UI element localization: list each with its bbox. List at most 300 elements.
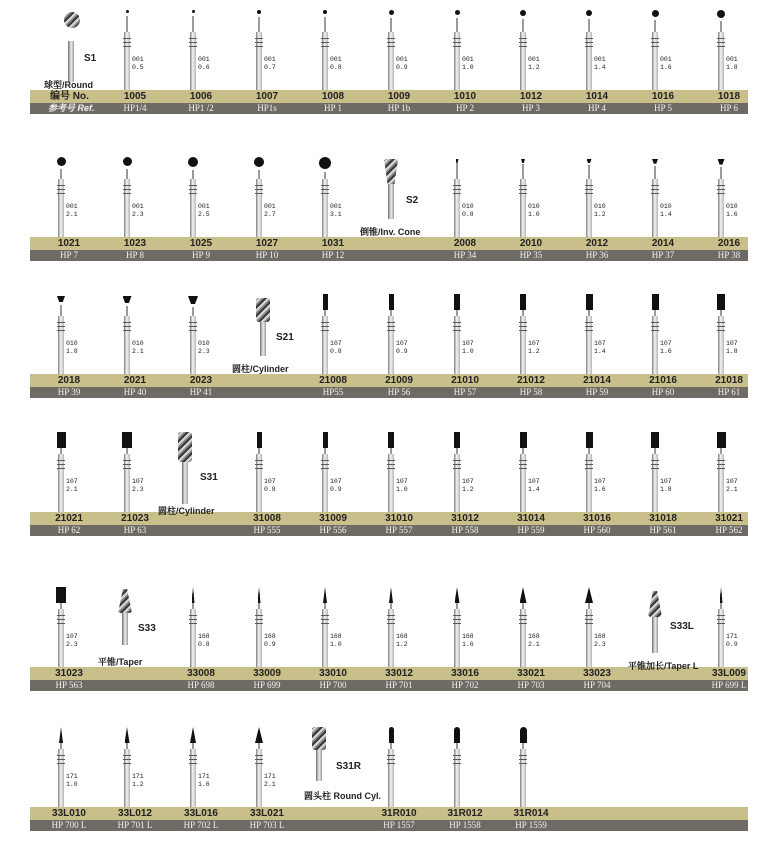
bur-shank [454,32,460,90]
iso-code [198,340,210,356]
product-number: 33010 [319,668,347,679]
shank-ring [585,38,593,39]
iso-shape-code: 168 [594,633,606,640]
shank-ring [189,763,197,764]
product-row [0,155,775,267]
shank-ring [453,326,461,327]
iso-size-code: 0.8 [264,486,276,493]
reference-number: HP 40 [123,387,147,397]
reference-number: HP 557 [385,525,413,535]
number-band [30,512,748,525]
product-number: 21023 [121,513,149,524]
iso-code [528,203,540,219]
iso-shape-code: 001 [132,56,144,63]
shank-ring [651,42,659,43]
bur-shank [454,316,460,374]
iso-code [198,56,210,72]
product-number: 21008 [319,375,347,386]
shank-ring [255,615,263,616]
bur-item [36,725,102,807]
shank-ring [519,755,527,756]
iso-size-code: 0.5 [132,64,144,71]
bur-shank [454,609,460,667]
iso-shape-code: 010 [660,203,672,210]
number-label: 编号 No. [50,91,89,102]
bur-item [498,430,564,512]
product-number: 2010 [519,238,543,249]
bur-shank [652,32,658,90]
bur-item [36,155,102,237]
iso-code [264,203,276,219]
bur-shank [718,454,724,512]
bur-shank [718,316,724,374]
iso-size-code: 0.7 [264,64,276,71]
bur-item [630,292,696,374]
bur-item [234,430,300,512]
iso-code [660,478,672,494]
bur-item [36,430,102,512]
bur-item [366,8,432,90]
bur-item [234,725,300,807]
bur-shank [520,454,526,512]
product-row [0,292,775,404]
iso-code [396,478,408,494]
bur-photo-shank [652,617,658,653]
product-number: 31R010 [381,808,417,819]
iso-code [330,56,342,72]
bur-item [300,430,366,512]
iso-shape-code: 168 [528,633,540,640]
shape-code: S1 [84,53,97,64]
iso-code [66,478,78,494]
reference-number: HP 60 [651,387,675,397]
shank-ring [57,619,65,620]
shank-ring [585,189,593,190]
product-number: 1008 [321,91,345,102]
product-number: 31R012 [447,808,483,819]
iso-size-code: 1.0 [66,781,78,788]
iso-size-code: 1.6 [726,211,738,218]
reference-number: HP 61 [717,387,741,397]
iso-size-code: 1.2 [462,486,474,493]
bur-item [498,725,564,807]
bur-shank [652,316,658,374]
bur-item [366,430,432,512]
bur-shank [256,179,262,237]
reference-number: HP 62 [57,525,81,535]
shank-ring [453,42,461,43]
product-number: 1014 [585,91,609,102]
product-number: 1016 [651,91,675,102]
shank-ring [321,468,329,469]
bur-item [36,292,102,374]
iso-size-code: 2.1 [66,486,78,493]
iso-code [528,478,540,494]
iso-shape-code: 107 [462,478,474,485]
shank-ring [57,623,65,624]
shank-ring [717,322,725,323]
shank-ring [519,615,527,616]
iso-code [132,340,144,356]
product-number: 31009 [319,513,347,524]
iso-code [132,773,144,789]
shank-ring [519,623,527,624]
taper-head-icon [190,727,196,743]
iso-size-code: 0.9 [330,486,342,493]
iso-code [528,340,540,356]
iso-size-code: 0.8 [462,211,474,218]
reference-number: HP 555 [253,525,281,535]
iso-shape-code: 171 [132,773,144,780]
taper-head-icon [585,587,593,603]
shank-ring [585,468,593,469]
shank-ring [387,322,395,323]
product-number: 1009 [387,91,411,102]
product-number: 1021 [57,238,81,249]
cylinder-head-icon [520,294,526,310]
cylinder-head-icon [586,432,593,448]
product-number: 1023 [123,238,147,249]
reference-number: HP 702 [451,680,479,690]
reference-number: HP 563 [55,680,83,690]
shank-ring [321,615,329,616]
shank-ring [651,185,659,186]
bur-item [696,8,762,90]
number-band [30,90,748,103]
product-row [0,430,775,542]
iso-shape-code: 010 [726,203,738,210]
bur-item [432,155,498,237]
bur-shank [58,316,64,374]
bur-shank [718,179,724,237]
bur-item [300,292,366,374]
bur-shank [124,32,130,90]
bur-shank [520,316,526,374]
iso-shape-code: 010 [528,203,540,210]
iso-shape-code: 001 [528,56,540,63]
bur-shank [454,179,460,237]
iso-shape-code: 107 [462,340,474,347]
bur-shank [586,32,592,90]
cylinder-head-icon [520,432,527,448]
iso-shape-code: 107 [396,340,408,347]
cylinder-head-icon [717,432,726,448]
iso-code [594,203,606,219]
bur-shank [322,454,328,512]
iso-size-code: 2.3 [198,348,210,355]
iso-shape-code: 171 [264,773,276,780]
iso-code [726,203,738,219]
inverted-cone-head-icon [587,159,592,163]
iso-code [726,56,738,72]
shank-ring [717,185,725,186]
ball-head-icon [123,157,132,166]
iso-size-code: 2.1 [264,781,276,788]
reference-number: HP 34 [453,250,477,260]
reference-number: HP1 /2 [188,103,214,113]
bur-shank [58,454,64,512]
cylinder-head-icon [586,294,593,310]
shape-description: 平锥加长/Taper L [628,661,699,671]
shape-code: S33 [138,623,156,634]
bur-item [300,8,366,90]
shank-ring [519,468,527,469]
iso-shape-code: 107 [726,478,738,485]
round-cylinder-head-icon [454,727,460,743]
shank-ring [585,193,593,194]
shape-code: S2 [406,195,419,206]
shank-ring [717,193,725,194]
ball-head-icon [389,10,394,15]
ball-head-icon [319,157,331,169]
reference-number: HP 1559 [515,820,547,830]
bur-item [366,292,432,374]
shank-ring [57,193,65,194]
shape-code: S21 [276,332,294,343]
shape-description: 圆柱/Cylinder [158,506,215,516]
ball-head-icon [323,10,327,14]
bur-shank [190,32,196,90]
cylinder-head-icon [717,294,725,310]
iso-shape-code: 010 [594,203,606,210]
iso-shape-code: 107 [594,478,606,485]
shank-ring [189,193,197,194]
iso-size-code: 1.2 [528,348,540,355]
shank-ring [189,42,197,43]
bur-shank [388,32,394,90]
bur-item [300,155,366,237]
bur-photo-shank [260,322,266,356]
reference-number: HP 12 [321,250,345,260]
iso-code [132,56,144,72]
shank-ring [123,42,131,43]
shape-code: S33L [670,621,694,632]
iso-shape-code: 001 [198,56,210,63]
reference-band [30,820,748,831]
product-row [0,8,775,120]
shank-ring [453,468,461,469]
product-number: 31014 [517,513,545,524]
shank-ring [651,46,659,47]
bur-item [432,292,498,374]
shank-ring [255,464,263,465]
bur-photo-shank [316,750,322,781]
iso-shape-code: 001 [396,56,408,63]
shank-ring [717,42,725,43]
iso-shape-code: 107 [264,478,276,485]
shank-ring [189,46,197,47]
bur-shank [520,609,526,667]
iso-code [462,478,474,494]
iso-size-code: 2.1 [726,486,738,493]
bur-shank [124,749,130,807]
shank-ring [717,46,725,47]
shank-ring [321,460,329,461]
bur-item [168,8,234,90]
iso-shape-code: 001 [264,203,276,210]
shank-ring [123,759,131,760]
iso-size-code: 1.8 [66,348,78,355]
reference-band [30,680,748,691]
iso-code [594,478,606,494]
product-number: 1012 [519,91,543,102]
iso-code [396,633,408,649]
bur-item [696,155,762,237]
shape-description: 圆头柱 Round Cyl. [304,791,381,801]
round-cylinder-bur-icon [312,727,326,781]
round-cylinder-head-icon [520,727,527,743]
product-number: 21012 [517,375,545,386]
bur-photo-shank [388,184,394,219]
shank-ring [387,460,395,461]
shank-ring [255,763,263,764]
bur-shank [58,749,64,807]
reference-number: HP 9 [192,250,210,260]
cylinder-head-icon [323,432,328,448]
shank-ring [321,189,329,190]
shank-ring [387,326,395,327]
long-taper-bur-icon [648,591,662,653]
bur-item [168,292,234,374]
iso-code [396,56,408,72]
shank-ring [585,464,593,465]
iso-size-code: 0.6 [198,64,210,71]
round-cylinder-head-icon [389,727,394,743]
shank-ring [387,330,395,331]
iso-shape-code: 171 [66,773,78,780]
reference-number: HP 1557 [383,820,415,830]
shank-ring [123,322,131,323]
bur-item [696,585,762,667]
iso-shape-code: 001 [66,203,78,210]
shank-ring [255,755,263,756]
iso-code [264,773,276,789]
bur-shank [58,179,64,237]
shank-ring [189,759,197,760]
shank-ring [387,623,395,624]
shank-ring [255,38,263,39]
product-number: 2023 [189,375,213,386]
cylinder-head-icon [651,432,659,448]
shank-ring [519,185,527,186]
bur-item [432,8,498,90]
shank-ring [453,619,461,620]
reference-number: HP 35 [519,250,543,260]
shank-ring [189,623,197,624]
bur-cutting-head-icon [648,591,662,617]
shank-ring [321,330,329,331]
iso-code [396,340,408,356]
bur-shank [322,179,328,237]
shank-ring [717,330,725,331]
bur-item [498,155,564,237]
shape-description: 平锥/Taper [98,657,143,667]
iso-size-code: 0.8 [198,641,210,648]
iso-code [726,478,738,494]
bur-item [432,725,498,807]
bur-photo-shank [122,613,128,645]
shape-description: 倒锥/Inv. Cone [360,227,421,237]
bur-shank [322,316,328,374]
product-number: 31010 [385,513,413,524]
bur-shank [124,179,130,237]
shank-ring [387,42,395,43]
bur-shank [322,609,328,667]
bur-cutting-head-icon [178,432,192,462]
product-number: 33L010 [52,808,86,819]
product-number: 1025 [189,238,213,249]
iso-shape-code: 107 [396,478,408,485]
round-bur-icon [64,12,78,82]
iso-size-code: 1.4 [660,211,672,218]
product-number: 1007 [255,91,279,102]
product-number: 21009 [385,375,413,386]
reference-band [30,103,748,114]
iso-code [660,203,672,219]
shank-ring [57,326,65,327]
shank-ring [585,185,593,186]
product-number: 21018 [715,375,743,386]
product-number: 1031 [321,238,345,249]
bur-shank [256,749,262,807]
product-number: 31021 [715,513,743,524]
shank-ring [585,615,593,616]
shank-ring [189,38,197,39]
iso-size-code: 1.4 [594,348,606,355]
product-number: 33L016 [184,808,218,819]
iso-shape-code: 168 [462,633,474,640]
shank-ring [321,38,329,39]
reference-number: HP 703 [517,680,545,690]
iso-shape-code: 107 [66,633,78,640]
shank-ring [57,755,65,756]
iso-code [66,203,78,219]
iso-size-code: 1.2 [132,781,144,788]
shank-ring [321,326,329,327]
shank-ring [717,615,725,616]
iso-size-code: 0.9 [396,348,408,355]
reference-number: HP 39 [57,387,81,397]
shank-ring [717,189,725,190]
product-number: 33L012 [118,808,152,819]
reference-number: HP 59 [585,387,609,397]
bur-shank [520,179,526,237]
iso-shape-code: 010 [66,340,78,347]
iso-size-code: 1.2 [528,64,540,71]
bur-item [102,725,168,807]
shank-ring [387,38,395,39]
shank-ring [255,623,263,624]
bur-item [564,585,630,667]
shank-ring [717,619,725,620]
reference-number: HP 8 [126,250,144,260]
shank-ring [189,326,197,327]
shank-ring [189,615,197,616]
reference-number: HP 1b [387,103,411,113]
iso-shape-code: 107 [660,478,672,485]
shank-ring [651,193,659,194]
shank-ring [519,460,527,461]
cylinder-head-icon [323,294,328,310]
reference-number: HP 558 [451,525,479,535]
product-number: 33009 [253,668,281,679]
product-number: 31012 [451,513,479,524]
bur-item [102,8,168,90]
bur-photo-shank [68,41,74,82]
shank-ring [519,189,527,190]
bur-item [564,292,630,374]
iso-code [660,340,672,356]
